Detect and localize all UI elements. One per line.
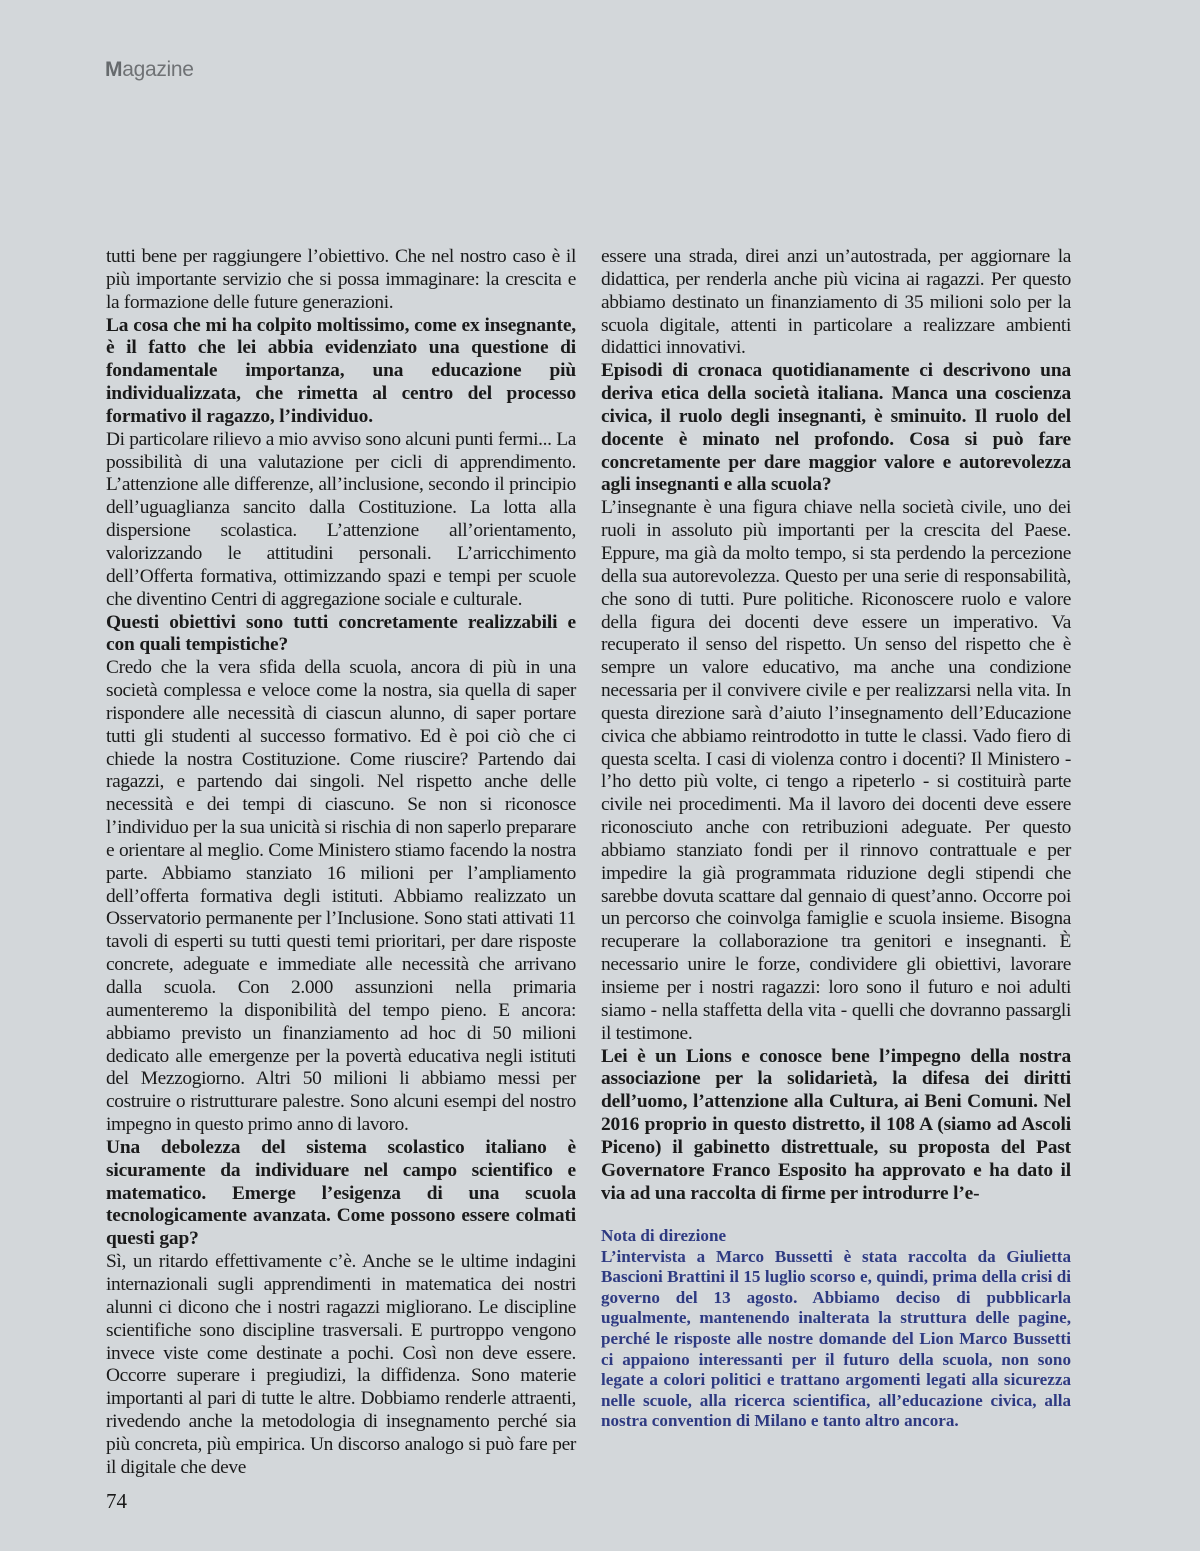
- answer-paragraph: Sì, un ritardo effettivamente c’è. Anche se le ultime indagini internazionali sugli apprendimenti in matematica dei nostri alunni ci dicono che i nostri ragazzi migliorano. Le discipline scientifiche sono discipline trasversali. E purtroppo vengono invece viste come destinate a pochi. Così non deve essere. Occorre superare i pregiudizi, la diffidenza. Sono materie importanti al pari di tutte le altre. Dobbiamo renderle attraenti, rivedendo anche la metodologia di insegnamento perché sia più concreta, più empirica. Un discorso analogo si può fare per il digitale che deve: [106, 1251, 576, 1478]
- question-paragraph: Una debolezza del sistema scolastico italiano è sicuramente da individuare nel campo scientifico e matematico. Emerge l’esigenza di una scuola tecnologicamente avanzata. Come possono essere colmati questi gap?: [106, 1136, 576, 1250]
- magazine-header: [105, 58, 194, 82]
- right-column: [601, 246, 1071, 1205]
- question-paragraph: Lei è un Lions e conosce bene l’impegno della nostra associazione per la solidarietà, la difesa dei diritti dell’uomo, l’attenzione alla Cultura, ai Beni Comuni. Nel 2016 proprio in questo distretto, il 108 A (siamo ad Ascoli Piceno) il gabinetto distrettuale, su proposta del Past Governatore Franco Esposito ha approvato e ha dato il via ad una raccolta di firme per introdurre l’e-: [601, 1045, 1071, 1204]
- answer-paragraph: essere una strada, direi anzi un’autostrada, per aggiornare la didattica, per renderla anche più vicina ai ragazzi. Per questo abbiamo destinato un finanziamento di 35 milioni solo per la scuola digitale, attenti in particolare a realizzare ambienti didattici innovativi.: [601, 246, 1071, 359]
- magazine-header-initial: M: [105, 58, 123, 81]
- question-paragraph: Episodi di cronaca quotidianamente ci descrivono una deriva etica della società italiana. Manca una coscienza civica, il ruolo degli insegnanti, è sminuito. Il ruolo del docente è minato nel profondo. Cosa si può fare concretamente per dare maggior valore e autorevolezza agli insegnanti e alla scuola?: [601, 360, 1071, 496]
- answer-paragraph: Credo che la vera sfida della scuola, ancora di più in una società complessa e veloce come la nostra, sia quella di saper rispondere alle necessità di ciascun alunno, di saper portare tutti gli studenti al successo formativo. Ed è poi ciò che ci chiede la nostra Costituzione. Come riuscire? Partendo dai ragazzi, e partendo dai singoli. Nel rispetto anche delle necessità e dei tempi di ciascuno. Se non si riconosce l’individuo per la sua unicità si rischia di non saperlo preparare e orientare al meglio. Come Ministero stiamo facendo la nostra parte. Abbiamo stanziato 16 milioni per l’ampliamento dell’offerta formativa degli istituti. Abbiamo realizzato un Osservatorio permanente per l’Inclusione. Sono stati attivati 11 tavoli di esperti su tutti questi temi prioritari, per dare risposte concrete, adeguate e immediate alle necessità che arrivano dalla scuola. Con 2.000 assunzioni nella primaria aumenteremo la disponibilità del tempo pieno. E ancora: abbiamo previsto un finanziamento ad hoc di 50 milioni dedicato alle emergenze per la povertà educativa negli istituti del Mezzogiorno. Altri 50 milioni li abbiamo messi per costruire o ristrutturare palestre. Sono alcuni esempi del nostro impegno in questo primo anno di lavoro.: [106, 657, 576, 1136]
- answer-paragraph: tutti bene per raggiungere l’obiettivo. Che nel nostro caso è il più importante servizio che si possa immaginare: la crescita e la formazione delle future generazioni.: [106, 246, 576, 313]
- left-column: [106, 246, 576, 1480]
- question-paragraph: Questi obiettivi sono tutti concretamente realizzabili e con quali tempistiche?: [106, 611, 576, 656]
- answer-paragraph: Di particolare rilievo a mio avviso sono alcuni punti fermi... La possibilità di una valutazione per cicli di apprendimento. L’attenzione alle differenze, all’inclusione, secondo il principio dell’uguaglianza sancito dalla Costituzione. La lotta alla dispersione scolastica. L’attenzione all’orientamento, valorizzando le attitudini personali. L’arricchimento dell’Offerta formativa, ottimizzando spazi e tempi per scuole che diventino Centri di aggregazione sociale e culturale.: [106, 428, 576, 610]
- page-number: 74: [106, 1489, 127, 1513]
- editorial-note-title: Nota di direzione: [601, 1226, 727, 1245]
- editorial-note: [601, 1226, 1071, 1432]
- answer-paragraph: L’insegnante è una figura chiave nella società civile, uno dei ruoli in assoluto più importanti per la crescita del Paese. Eppure, ma già da molto tempo, si sta perdendo la percezione della sua autorevolezza. Questo per una serie di responsabilità, che sono di tutti. Pure politiche. Riconoscere ruolo e valore della figura dei docenti deve essere un imperativo. Va recuperato il senso del rispetto. Un senso del rispetto che è sempre un valore educativo, ma anche una condizione necessaria per il convivere civile e per realizzarsi nella vita. In questa direzione sarà d’aiuto l’insegnamento dell’Educazione civica che abbiamo reintrodotto in tutte le classi. Vado fiero di questa scelta. I casi di violenza contro i docenti? Il Ministero - l’ho detto più volte, ci tengo a ripeterlo - si costituirà parte civile nei procedimenti. Ma il lavoro dei docenti deve essere riconosciuto anche con retribuzioni adeguate. Per questo abbiamo stanziato fondi per il rinnovo contrattuale e per impedire la già programmata riduzione degli stipendi che sarebbe dovuta scattare dal gennaio di quest’anno. Occorre poi un percorso che coinvolga famiglie e scuola insieme. Bisogna recuperare la collaborazione tra genitori e insegnanti. È necessario unire le forze, condividere gli obiettivi, lavorare insieme per i nostri ragazzi: loro sono il futuro e noi adulti siamo - nella staffetta della vita - quelli che dovranno passargli il testimone.: [601, 497, 1071, 1044]
- magazine-header-rest: agazine: [122, 58, 194, 81]
- question-paragraph: La cosa che mi ha colpito moltissimo, come ex insegnante, è il fatto che lei abbia evidenziato una questione di fondamentale importanza, una educazione più individualizzata, che rimetta al centro del processo formativo il ragazzo, l’individuo.: [106, 314, 576, 427]
- editorial-note-body: L’intervista a Marco Bussetti è stata raccolta da Giulietta Bascioni Brattini il 15 luglio scorso e, quindi, prima della crisi di governo del 13 agosto. Abbiamo deciso di pubblicarla ugualmente, mantenendo inalterata la struttura delle pagine, perché le risposte alle nostre domande del Lion Marco Bussetti ci appaiono interessanti per il futuro della scuola, non sono legate a colori politici e trattano argomenti legati alla sicurezza nelle scuole, alla ricerca scientifica, all’educazione civica, alla nostra convention di Milano e tanto altro ancora.: [601, 1246, 1071, 1431]
